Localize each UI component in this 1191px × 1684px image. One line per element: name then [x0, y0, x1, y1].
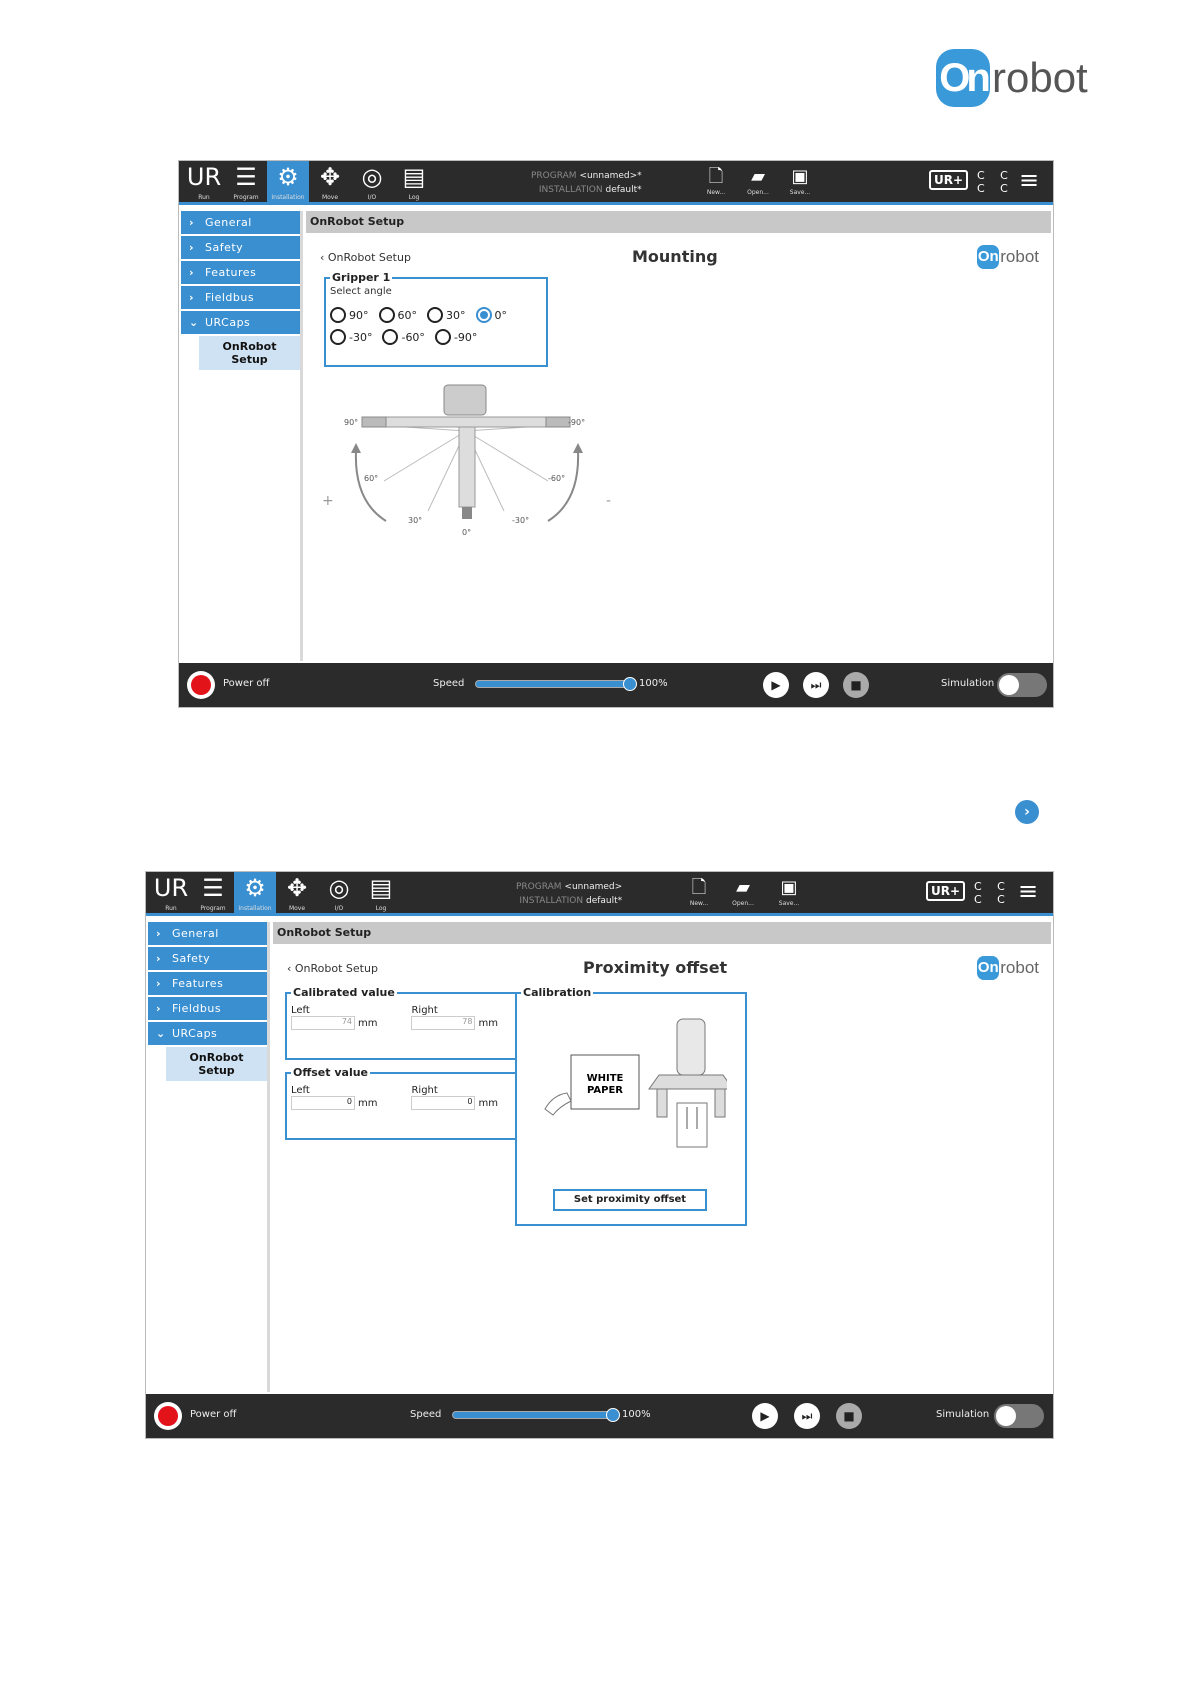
- installation-icon: ⚙: [277, 163, 299, 191]
- speed-slider[interactable]: [475, 680, 629, 688]
- chevron-right-icon: ›: [156, 1002, 162, 1015]
- sidebar: [148, 922, 270, 1392]
- save-icon: ▣: [791, 166, 809, 187]
- sidebar-item-safety[interactable]: › Safety: [181, 236, 300, 259]
- move-icon: ✥: [286, 874, 308, 902]
- new-file-icon: 🗋: [708, 166, 724, 187]
- speed-label: Speed: [433, 678, 465, 689]
- new-button[interactable]: 🗋 New...: [682, 876, 716, 907]
- simulation-label: Simulation: [941, 678, 995, 689]
- sidebar-item-onrobot-setup[interactable]: OnRobot Setup: [166, 1047, 267, 1081]
- radio-icon: [330, 329, 346, 345]
- urplus-icon: UR+: [926, 881, 965, 901]
- run-tab[interactable]: UR Run: [150, 872, 192, 916]
- onrobot-mini-logo: On robot: [977, 245, 1039, 269]
- sidebar-item-features[interactable]: › Features: [181, 261, 300, 284]
- move-tab[interactable]: ✥ Move: [309, 161, 351, 205]
- installation-tab[interactable]: ⚙ Installation: [267, 161, 309, 205]
- gripper-group: [324, 271, 548, 367]
- calibration-illustration: [527, 1011, 727, 1151]
- play-button[interactable]: ▶: [752, 1403, 778, 1429]
- next-arrow-icon[interactable]: ›: [1015, 800, 1039, 824]
- calibrated-value-group: Calibrated value Left 74 mm Right 78 mm: [285, 986, 517, 1060]
- bottom-bar: [146, 1394, 1053, 1438]
- content-title: OnRobot Setup: [306, 211, 1051, 233]
- chevron-right-icon: ›: [156, 952, 162, 965]
- simulation-toggle[interactable]: [997, 673, 1047, 697]
- chevron-right-icon: ›: [156, 977, 162, 990]
- onrobot-logo-text: robot: [992, 54, 1088, 101]
- top-toolbar: [179, 161, 1053, 205]
- plus-label: +: [322, 493, 334, 509]
- label-minus-30: -30°: [512, 516, 530, 525]
- label-0: 0°: [462, 528, 472, 537]
- speed-value: 100%: [639, 678, 668, 689]
- chevron-right-icon: ›: [189, 241, 195, 254]
- new-button[interactable]: 🗋 New...: [699, 165, 733, 196]
- move-tab[interactable]: ✥ Move: [276, 872, 318, 916]
- stop-button[interactable]: ■: [843, 672, 869, 698]
- save-icon: ▣: [780, 877, 798, 898]
- label-minus-60: -60°: [548, 474, 566, 483]
- calibration-legend: Calibration: [523, 986, 592, 999]
- angle-radio-minus-60[interactable]: -60°: [382, 329, 424, 345]
- chevron-right-icon: ›: [189, 266, 195, 279]
- io-icon: ◎: [328, 874, 350, 902]
- onrobot-mini-logo: On robot: [977, 956, 1039, 980]
- installation-tab[interactable]: ⚙ Installation: [234, 872, 276, 916]
- angle-radio-30[interactable]: 30°: [427, 307, 466, 323]
- offset-value-group: Offset value Left 0 mm Right 0 mm: [285, 1066, 517, 1140]
- angle-row-1: [330, 307, 542, 323]
- program-tab[interactable]: ☰ Program: [225, 161, 267, 205]
- angle-radio-minus-90[interactable]: -90°: [435, 329, 477, 345]
- label-minus-90: -90°: [568, 418, 586, 427]
- step-button[interactable]: ⏭: [803, 672, 829, 698]
- ur-icon: UR: [153, 874, 189, 902]
- sidebar-item-onrobot-setup[interactable]: OnRobot Setup: [199, 336, 300, 370]
- open-button[interactable]: ▰ Open...: [726, 876, 760, 907]
- step-button[interactable]: ⏭: [794, 1403, 820, 1429]
- sidebar-item-fieldbus[interactable]: › Fieldbus: [181, 286, 300, 309]
- content-panel: [306, 211, 1051, 661]
- run-tab[interactable]: UR Run: [183, 161, 225, 205]
- radio-icon: [379, 307, 395, 323]
- installation-icon: ⚙: [244, 874, 266, 902]
- program-tab[interactable]: ☰ Program: [192, 872, 234, 916]
- offset-left-input[interactable]: 0: [291, 1096, 355, 1110]
- ur-icon: UR: [186, 163, 222, 191]
- io-tab[interactable]: ◎ I/O: [351, 161, 393, 205]
- sidebar: [181, 211, 303, 661]
- label-60: 60°: [364, 474, 379, 483]
- urplus-button[interactable]: [926, 883, 965, 899]
- mounting-angle-diagram: [316, 381, 616, 551]
- speed-label: Speed: [410, 1409, 442, 1420]
- speed-slider-knob[interactable]: [606, 1408, 620, 1422]
- program-info: PROGRAM <unnamed>* INSTALLATION default*: [531, 171, 642, 195]
- stop-button[interactable]: ■: [836, 1403, 862, 1429]
- program-icon: ☰: [202, 874, 224, 902]
- top-toolbar: [146, 872, 1053, 916]
- calibrated-right-field: 78: [411, 1016, 475, 1030]
- sidebar-item-urcaps[interactable]: ⌄ URCaps: [148, 1022, 267, 1045]
- offset-legend: Offset value: [293, 1066, 369, 1079]
- calibration-group: [515, 986, 747, 1226]
- program-name: <unnamed>: [564, 882, 623, 892]
- urplus-icon: UR+: [929, 170, 968, 190]
- sidebar-item-safety[interactable]: › Safety: [148, 947, 267, 970]
- log-tab[interactable]: ▤ Log: [393, 161, 435, 205]
- log-icon: ▤: [369, 874, 393, 902]
- offset-right-input[interactable]: 0: [411, 1096, 475, 1110]
- speed-slider-knob[interactable]: [623, 677, 637, 691]
- chevron-right-icon: ›: [189, 216, 195, 229]
- hamburger-menu-icon[interactable]: ≡: [1018, 877, 1039, 905]
- bottom-bar: [179, 663, 1053, 707]
- paper-line2: PAPER: [586, 1085, 624, 1096]
- chevron-down-icon: ⌄: [156, 1027, 166, 1040]
- sidebar-item-general[interactable]: › General: [148, 922, 267, 945]
- angle-radio-0[interactable]: 0°: [476, 307, 508, 323]
- left-label: Left: [291, 1085, 310, 1096]
- power-label: Power off: [190, 1409, 237, 1420]
- onrobot-page-logo: [936, 49, 1088, 107]
- radio-selected-icon: [476, 307, 492, 323]
- urplus-button[interactable]: [929, 172, 968, 188]
- gripper-legend: Gripper 1: [332, 271, 391, 284]
- new-file-icon: 🗋: [691, 877, 707, 898]
- minus-label: -: [606, 493, 612, 509]
- sidebar-item-fieldbus[interactable]: › Fieldbus: [148, 997, 267, 1020]
- calibrated-legend: Calibrated value: [293, 986, 395, 999]
- chevron-right-icon: ›: [189, 291, 195, 304]
- left-label: Left: [291, 1005, 310, 1016]
- power-label: Power off: [223, 678, 270, 689]
- open-button[interactable]: ▰ Open...: [741, 165, 775, 196]
- calibrated-left-field: 74: [291, 1016, 355, 1030]
- back-link[interactable]: ‹ OnRobot Setup: [287, 962, 378, 975]
- move-icon: ✥: [319, 163, 341, 191]
- sidebar-item-features[interactable]: › Features: [148, 972, 267, 995]
- hamburger-menu-icon[interactable]: ≡: [1019, 166, 1040, 194]
- angle-radio-90[interactable]: 90°: [330, 307, 369, 323]
- screenshot-proximity-offset: [145, 871, 1054, 1439]
- sidebar-item-general[interactable]: › General: [181, 211, 300, 234]
- radio-icon: [435, 329, 451, 345]
- content-title: OnRobot Setup: [273, 922, 1051, 944]
- chevron-down-icon: ⌄: [189, 316, 199, 329]
- set-proximity-offset-button[interactable]: Set proximity offset: [553, 1189, 707, 1211]
- right-label: Right: [411, 1005, 438, 1016]
- screenshot-mounting: [178, 160, 1054, 708]
- chevron-right-icon: ›: [156, 927, 162, 940]
- cc-icon: C C C C: [977, 169, 1014, 195]
- angle-radio-60[interactable]: 60°: [379, 307, 418, 323]
- log-tab[interactable]: ▤ Log: [360, 872, 402, 916]
- power-icon[interactable]: [154, 1402, 182, 1430]
- angle-radio-minus-30[interactable]: -30°: [330, 329, 372, 345]
- open-folder-icon: ▰: [736, 877, 750, 898]
- io-icon: ◎: [361, 163, 383, 191]
- right-label: Right: [411, 1085, 438, 1096]
- view-title: Proximity offset: [583, 958, 728, 977]
- label-30: 30°: [408, 516, 423, 525]
- back-link[interactable]: ‹ OnRobot Setup: [320, 251, 411, 264]
- program-name: <unnamed>*: [579, 171, 642, 181]
- save-button[interactable]: ▣ Save...: [783, 165, 817, 196]
- label-90: 90°: [344, 418, 359, 427]
- play-button[interactable]: ▶: [763, 672, 789, 698]
- radio-icon: [427, 307, 443, 323]
- cc-icon: C C C C: [974, 880, 1011, 906]
- view-title: Mounting: [632, 247, 718, 266]
- simulation-toggle[interactable]: [994, 1404, 1044, 1428]
- radio-icon: [330, 307, 346, 323]
- paper-line1: WHITE: [586, 1073, 624, 1084]
- program-info: PROGRAM <unnamed> INSTALLATION default*: [516, 882, 623, 906]
- io-tab[interactable]: ◎ I/O: [318, 872, 360, 916]
- power-icon[interactable]: [187, 671, 215, 699]
- radio-icon: [382, 329, 398, 345]
- log-icon: ▤: [402, 163, 426, 191]
- program-icon: ☰: [235, 163, 257, 191]
- select-angle-label: Select angle: [330, 286, 392, 297]
- speed-slider[interactable]: [452, 1411, 612, 1419]
- save-button[interactable]: ▣ Save...: [772, 876, 806, 907]
- angle-row-2: [330, 329, 542, 345]
- sidebar-item-urcaps[interactable]: ⌄ URCaps: [181, 311, 300, 334]
- speed-value: 100%: [622, 1409, 651, 1420]
- simulation-label: Simulation: [936, 1409, 990, 1420]
- onrobot-logo-badge: On: [936, 49, 990, 107]
- installation-name: default*: [605, 185, 642, 195]
- open-folder-icon: ▰: [751, 166, 765, 187]
- installation-name: default*: [586, 896, 623, 906]
- content-panel: [273, 922, 1051, 1392]
